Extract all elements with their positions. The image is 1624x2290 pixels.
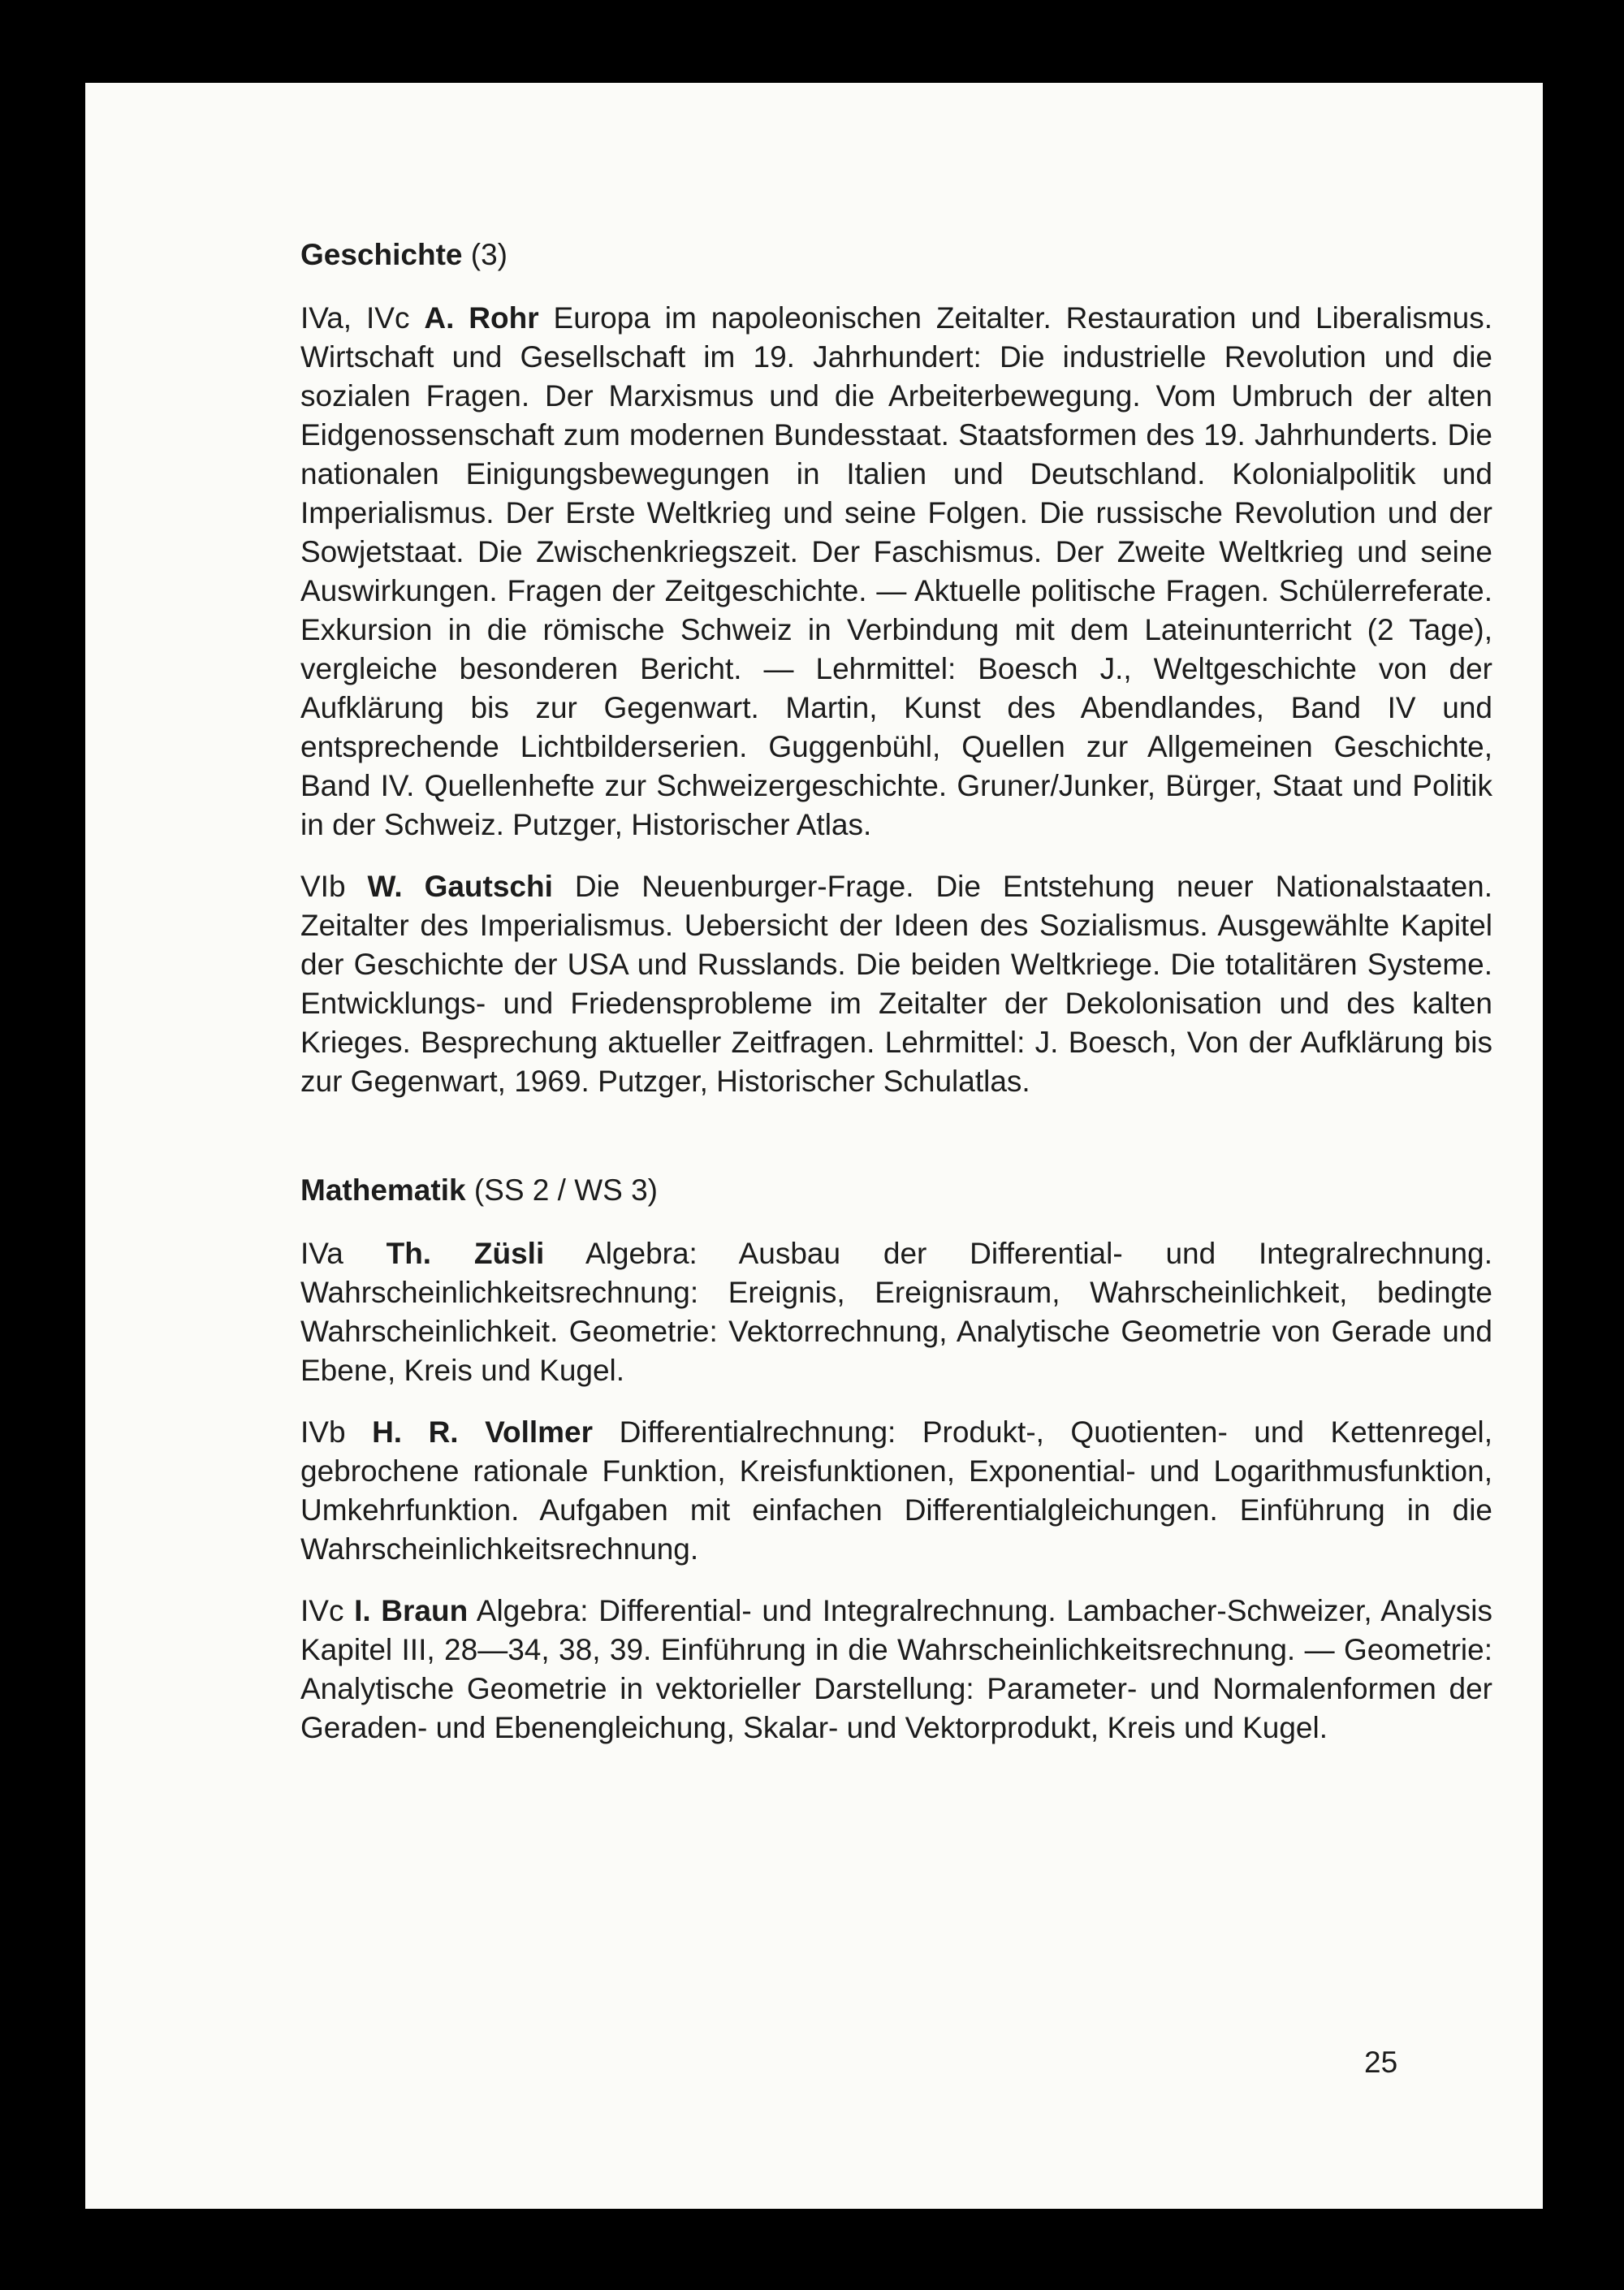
class-label: IVc xyxy=(300,1594,344,1627)
document-page xyxy=(85,83,1543,2209)
class-label: IVa, IVc xyxy=(300,301,410,335)
section-hours: (SS 2 / WS 3) xyxy=(473,1173,658,1207)
teacher-name: I. Braun xyxy=(354,1594,469,1627)
course-description: Europa im napoleonischen Zeitalter. Restauration und Liberalismus. Wirtschaft und Gesellschaft im 19. Jahrhundert: Die industrielle Revolution und die sozialen Fragen. Der Marxismus und die Arbeiterbewegung. Vom Umbruch der alten Eidgenossenschaft zum modernen Bundesstaat. Staatsformen des 19. Jahrhunderts. Die nationalen Einigungsbewegungen in Italien und Deutschland. Kolonialpolitik und Imperialismus. Der Erste Weltkrieg und seine Folgen. Die russische Revolution und der Sowjetstaat. Die Zwischenkriegszeit. Der Faschismus. Der Zweite Weltkrieg und seine Auswirkungen. Fragen der Zeitgeschichte. — Aktuelle politische Fragen. Schülerreferate. Exkursion in die römische Schweiz in Verbindung mit dem Lateinunterricht (2 Tage), vergleiche besonderen Bericht. — Lehrmittel: Boesch J., Weltgeschichte von der Aufklärung bis zur Gegenwart. Martin, Kunst des Abendlandes, Band IV und entsprechende Lichtbilderserien. Guggenbühl, Quellen zur Allgemeinen Geschichte, Band IV. Quellenhefte zur Schweizergeschichte. Gruner/Junker, Bürger, Staat und Politik in der Schweiz. Putzger, Historischer Atlas. xyxy=(300,301,1493,841)
course-entry xyxy=(300,867,1492,1101)
section-heading-mathematik xyxy=(300,1171,1492,1210)
class-label: IVa xyxy=(300,1237,343,1270)
page-content xyxy=(300,235,1492,1770)
class-label: IVb xyxy=(300,1415,346,1449)
section-title: Mathematik xyxy=(300,1173,466,1207)
course-entry xyxy=(300,1413,1492,1569)
course-description: Differentialrechnung: Produkt-, Quotienten- und Kettenregel, gebrochene rationale Funktion, Kreisfunktionen, Exponential- und Logarithmusfunktion, Umkehrfunktion. Aufgaben mit einfachen Differentialgleichungen. Einführung in die Wahrscheinlichkeitsrechnung. xyxy=(300,1415,1493,1566)
section-spacer xyxy=(300,1124,1492,1171)
course-description: Algebra: Ausbau der Differential- und Integralrechnung. Wahrscheinlichkeitsrechnung: Ereignis, Ereignisraum, Wahrscheinlichkeit, bedingte Wahrscheinlichkeit. Geometrie: Vektorrechnung, Analytische Geometrie von Gerade und Ebene, Kreis und Kugel. xyxy=(300,1237,1492,1387)
section-hours: (3) xyxy=(470,238,508,271)
course-description: Algebra: Differential- und Integralrechnung. Lambacher-Schweizer, Analysis Kapitel III, 28—34, 38, 39. Einführung in die Wahrscheinlichkeitsrechnung. — Geometrie: Analytische Geometrie in vektorieller Darstellung: Parameter- und Normalenformen der Geraden- und Ebenengleichung, Skalar- und Vektorprodukt, Kreis und Kugel. xyxy=(300,1594,1492,1744)
course-entry xyxy=(300,299,1492,845)
teacher-name: W. Gautschi xyxy=(367,870,553,903)
page-number: 25 xyxy=(1364,2046,1398,2079)
course-entry xyxy=(300,1592,1492,1748)
teacher-name: A. Rohr xyxy=(424,301,539,335)
class-label: VIb xyxy=(300,870,346,903)
teacher-name: H. R. Vollmer xyxy=(372,1415,594,1449)
section-heading-geschichte xyxy=(300,235,1492,274)
course-entry xyxy=(300,1234,1492,1390)
course-description: Die Neuenburger-Frage. Die Entstehung neuer Nationalstaaten. Zeitalter des Imperialismus. Uebersicht der Ideen des Sozialismus. Ausgewählte Kapitel der Geschichte der USA und Russlands. Die beiden Weltkriege. Die totalitären Systeme. Entwicklungs- und Friedensprobleme im Zeitalter der Dekolonisation und des kalten Krieges. Besprechung aktueller Zeitfragen. Lehrmittel: J. Boesch, Von der Aufklärung bis zur Gegenwart, 1969. Putzger, Historischer Schulatlas. xyxy=(300,870,1493,1098)
teacher-name: Th. Züsli xyxy=(386,1237,545,1270)
section-title: Geschichte xyxy=(300,238,463,271)
